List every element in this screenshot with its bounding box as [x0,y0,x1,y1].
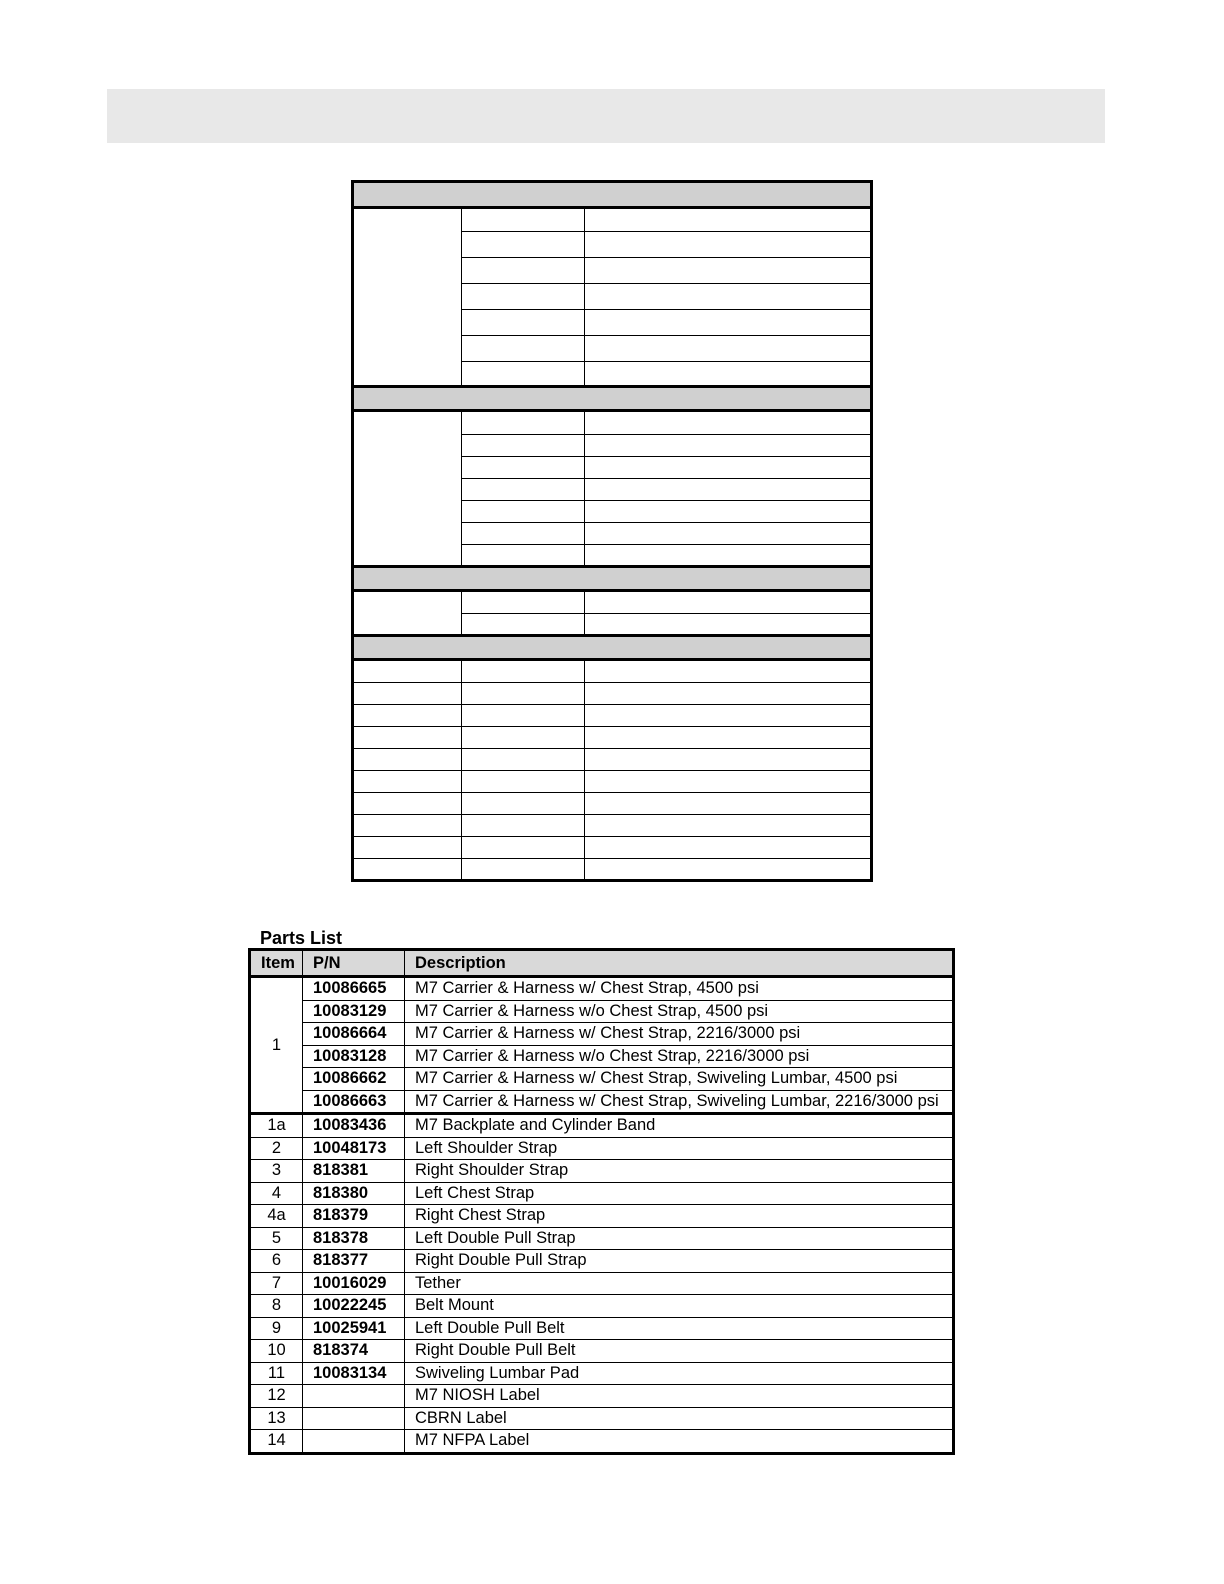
table-row [250,1023,954,1046]
part-number: 818378 [303,1227,405,1250]
part-number: 10048173 [303,1137,405,1160]
item-number: 8 [250,1295,303,1318]
part-number: 10083436 [303,1114,405,1138]
part-description: M7 Carrier & Harness w/ Chest Strap, Swiveling Lumbar, 2216/3000 psi [405,1090,954,1114]
part-number: 818377 [303,1250,405,1273]
item-number: 9 [250,1317,303,1340]
table-row [250,1000,954,1023]
part-description: M7 Carrier & Harness w/o Chest Strap, 4500 psi [405,1000,954,1023]
part-number [303,1407,405,1430]
part-number: 10083134 [303,1362,405,1385]
part-description: Left Shoulder Strap [405,1137,954,1160]
part-description: Left Double Pull Strap [405,1227,954,1250]
parts-rows [250,1114,954,1454]
part-description: Right Double Pull Belt [405,1340,954,1363]
part-description: M7 NIOSH Label [405,1385,954,1408]
part-number: 10083129 [303,1000,405,1023]
header-item: Item [250,950,303,977]
part-number: 10086665 [303,977,405,1001]
table-row [250,1182,954,1205]
table-row [250,1250,954,1273]
part-number: 10016029 [303,1272,405,1295]
item-number: 5 [250,1227,303,1250]
header-description: Description [405,950,954,977]
item-number: 6 [250,1250,303,1273]
table-row [250,1160,954,1183]
table-row [250,1317,954,1340]
part-description: M7 Carrier & Harness w/ Chest Strap, 4500 psi [405,977,954,1001]
part-number: 10086662 [303,1068,405,1091]
table-row [250,1407,954,1430]
part-description: Right Double Pull Strap [405,1250,954,1273]
parts-list-title: Parts List [260,928,343,948]
part-description: M7 Backplate and Cylinder Band [405,1114,954,1138]
item-number: 11 [250,1362,303,1385]
header-banner [107,89,1105,143]
table-row [250,1090,954,1114]
part-description: Left Double Pull Belt [405,1317,954,1340]
table-row [250,1272,954,1295]
table-row [250,1205,954,1228]
part-description: M7 Carrier & Harness w/ Chest Strap, Swiveling Lumbar, 4500 psi [405,1068,954,1091]
part-description: Swiveling Lumbar Pad [405,1362,954,1385]
parts-list-table [248,948,955,1455]
item-number: 14 [250,1430,303,1454]
item-number: 2 [250,1137,303,1160]
table-header-row [250,950,954,977]
part-description: CBRN Label [405,1407,954,1430]
item-number: 13 [250,1407,303,1430]
table-row [250,1068,954,1091]
table-row [250,1362,954,1385]
part-number: 10025941 [303,1317,405,1340]
part-number: 10086663 [303,1090,405,1114]
part-description: M7 Carrier & Harness w/o Chest Strap, 2216/3000 psi [405,1045,954,1068]
item-number: 10 [250,1340,303,1363]
table-row [250,1295,954,1318]
table-row [250,1385,954,1408]
part-description: Right Chest Strap [405,1205,954,1228]
group-item-cell: 1 [250,977,303,1114]
blank-table [351,180,873,882]
part-description: M7 Carrier & Harness w/ Chest Strap, 2216/3000 psi [405,1023,954,1046]
part-number: 818381 [303,1160,405,1183]
part-number: 818379 [303,1205,405,1228]
part-number: 10022245 [303,1295,405,1318]
part-number: 818374 [303,1340,405,1363]
part-number [303,1430,405,1454]
table-row [250,977,954,1001]
part-description: Left Chest Strap [405,1182,954,1205]
part-description: Tether [405,1272,954,1295]
item-number: 4a [250,1205,303,1228]
table-row [250,1114,954,1138]
part-number [303,1385,405,1408]
part-number: 10083128 [303,1045,405,1068]
item-number: 3 [250,1160,303,1183]
item-number: 12 [250,1385,303,1408]
part-description: M7 NFPA Label [405,1430,954,1454]
item-number: 1a [250,1114,303,1138]
part-number: 818380 [303,1182,405,1205]
item-number: 4 [250,1182,303,1205]
table-row [250,1340,954,1363]
header-pn: P/N [303,950,405,977]
table-row [250,1137,954,1160]
part-description: Right Shoulder Strap [405,1160,954,1183]
table-row [250,1227,954,1250]
table-row [250,1045,954,1068]
item-number: 7 [250,1272,303,1295]
part-number: 10086664 [303,1023,405,1046]
table-row [250,1430,954,1454]
part-description: Belt Mount [405,1295,954,1318]
